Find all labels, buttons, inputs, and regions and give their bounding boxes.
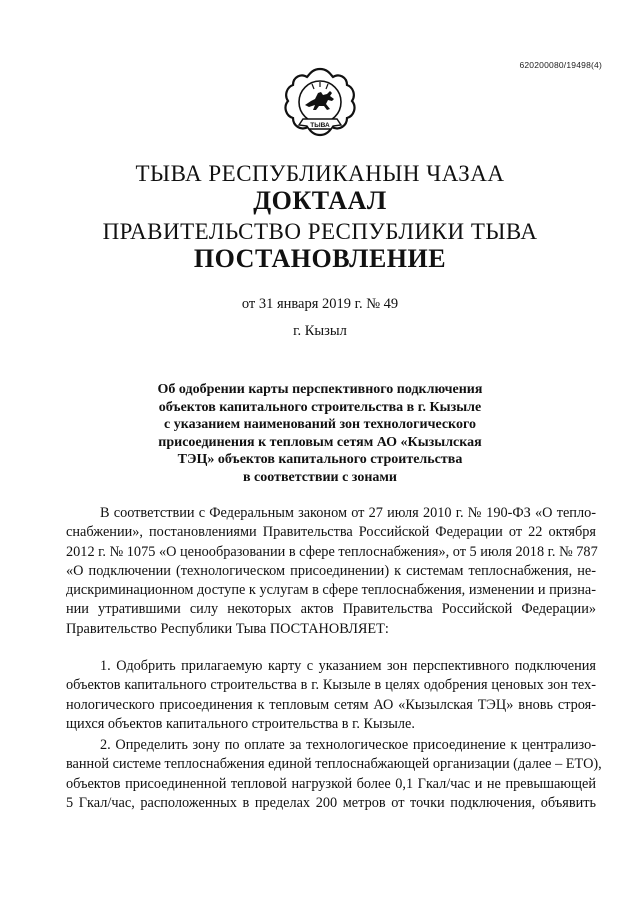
- text-line: снабжении», постановлениями Правительства Российской Федерации от 22 октября: [66, 524, 596, 541]
- text-line: нологического присоединения к тепловым сетям АО «Кызылская ТЭЦ» вновь строя-: [66, 696, 596, 713]
- government-name-tyvan: ТЫВА РЕСПУБЛИКАНЫН ЧАЗАА: [135, 161, 505, 186]
- resolution-title: [130, 381, 510, 486]
- text-line: «О подключении (технологическом присоединении) к системам теплоснабжения, не-: [66, 562, 596, 579]
- text-line: нии утратившими силу некоторых актов Правительства Российской Федерации»: [66, 601, 596, 618]
- document-id: 620200080/19498(4): [519, 60, 602, 70]
- text-line: 5 Гкал/час, расположенных в пределах 200 метров от точки подключения, объявить: [66, 794, 596, 811]
- government-name-russian: ПРАВИТЕЛЬСТВО РЕСПУБЛИКИ ТЫВА: [102, 219, 538, 244]
- emblem-label: ТЫВА: [310, 122, 330, 129]
- text-line: объектов присоединенной тепловой нагрузкой более 0,1 Гкал/час и не превышающей: [66, 775, 596, 792]
- title-line: в соответствии с зонами: [243, 469, 397, 485]
- text-line: 1. Одобрить прилагаемую карту с указанием зон перспективного подключения: [100, 658, 596, 674]
- text-line: объектов капитального строительства в г. Кызыле в целях одобрения ценовых зон тех-: [66, 677, 596, 694]
- title-line: Об одобрении карты перспективного подключения: [157, 382, 483, 397]
- clause-2-paragraph: [66, 736, 602, 813]
- document-type-russian: ПОСТАНОВЛЕНИЕ: [193, 244, 447, 273]
- text-line: щихся объектов капитального строительства в г. Кызыле.: [66, 715, 415, 732]
- text-line: дискриминационном доступе к услугам в сфере теплоснабжения, изменении и призна-: [66, 582, 596, 599]
- text-line: ванной системе теплоснабжения единой теплоснабжающей организации (далее – ЕТО),: [66, 756, 602, 773]
- coat-of-arms-emblem: [281, 65, 359, 147]
- preamble-paragraph: [66, 504, 596, 639]
- document-city: г. Кызыл: [293, 323, 347, 339]
- title-line: объектов капитального строительства в г. Кызыле: [158, 399, 482, 415]
- emblem-icon: [281, 65, 359, 147]
- title-line: присоединения к тепловым сетям АО «Кызылская: [158, 434, 482, 450]
- text-line: 2012 г. № 1075 «О ценообразовании в сфере теплоснабжения», от 5 июля 2018 г. № 787: [66, 543, 598, 560]
- title-line: с указанием наименований зон технологического: [164, 417, 476, 432]
- title-line: ТЭЦ» объектов капитального строительства: [177, 452, 463, 467]
- text-line: 2. Определить зону по оплате за технологическое присоединение к централизо-: [100, 737, 596, 753]
- clause-1-paragraph: [66, 657, 596, 734]
- text-line: Правительство Республики Тыва ПОСТАНОВЛЯЕТ:: [66, 620, 389, 637]
- document-date-number: от 31 января 2019 г. № 49: [241, 296, 399, 312]
- text-line: В соответствии с Федеральным законом от 27 июля 2010 г. № 190-ФЗ «О тепло-: [100, 505, 596, 521]
- document-type-tyvan: ДОКТААЛ: [253, 186, 387, 215]
